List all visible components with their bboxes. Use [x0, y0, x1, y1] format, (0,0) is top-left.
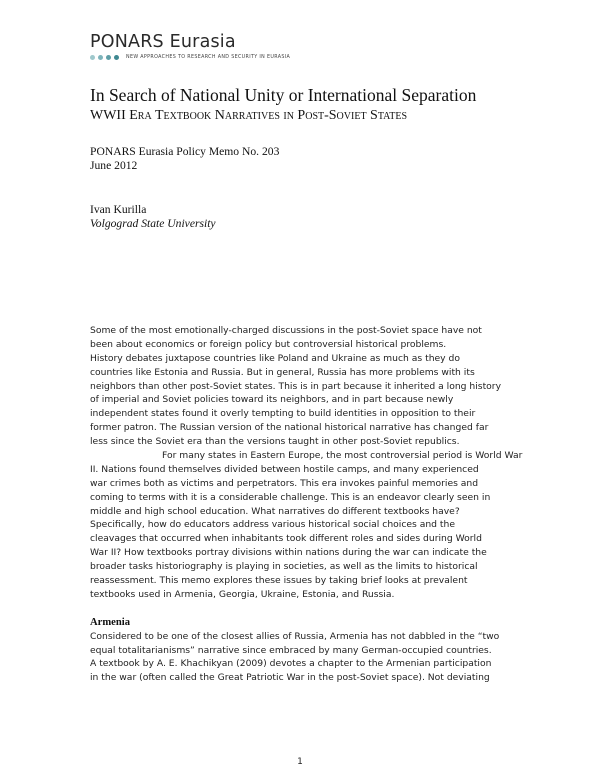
text-line: equal totalitarianisms” narrative since embraced by many German-occupied countries.	[90, 644, 492, 656]
text-line: reassessment. This memo explores these issues by taking brief looks at prevalent	[90, 575, 468, 587]
text-line: broader tasks historiography is playing in societies, as well as the limits to historical	[90, 561, 478, 573]
text-line: neighbors than other post-Soviet states. This is in part because it inherited a long history	[90, 380, 502, 392]
paragraph-armenia	[90, 630, 520, 686]
text-line: coming to terms with it is a considerable challenge. This is an endeavor clearly seen in	[90, 491, 491, 503]
text-line: middle and high school education. What narratives do different textbooks have?	[90, 505, 460, 517]
text-line: less since the Soviet era than the versions taught in other post-Soviet republics.	[90, 436, 460, 448]
text-line: cleavages that occurred when inhabitants took different roles and sides during World	[90, 533, 482, 545]
text-line: Considered to be one of the closest allies of Russia, Armenia has not dabbled in the “two	[90, 630, 500, 642]
memo-series: PONARS Eurasia Policy Memo No. 203	[90, 145, 280, 158]
author-affiliation: Volgograd State University	[90, 217, 216, 230]
body-text	[90, 324, 523, 685]
text-line: former patron. The Russian version of the national historical narrative has changed far	[90, 422, 489, 434]
author-block	[90, 203, 216, 231]
text-line: History debates juxtapose countries like Poland and Ukraine as much as they do	[90, 352, 460, 364]
logo-dot-icon	[98, 55, 103, 60]
logo-title: PONARS Eurasia	[90, 32, 236, 52]
text-line: Specifically, how do educators address various historical social choices and the	[90, 519, 456, 531]
ponars-logo	[90, 32, 290, 60]
text-line: of imperial and Soviet policies toward its neighbors, and in part because newly	[90, 394, 454, 406]
page-number: 1	[297, 757, 303, 767]
logo-dot-icon	[90, 55, 95, 60]
paper-subtitle: WWII Era Textbook Narratives in Post-Soviet States	[90, 108, 408, 123]
text-line: A textbook by A. E. Khachikyan (2009) devotes a chapter to the Armenian participation	[90, 658, 492, 670]
text-line: in the war (often called the Great Patriotic War in the post-Soviet space). Not deviating	[90, 672, 490, 684]
text-line: countries like Estonia and Russia. But in general, Russia has more problems with its	[90, 366, 475, 378]
text-line: war crimes both as victims and perpetrators. This era invokes painful memories and	[90, 477, 479, 489]
text-line: Some of the most emotionally-charged discussions in the post-Soviet space have not	[90, 325, 482, 336]
logo-dot-icon	[106, 55, 111, 60]
paragraph-wwii	[90, 449, 523, 602]
author-name: Ivan Kurilla	[90, 203, 147, 216]
memo-date: June 2012	[90, 159, 138, 172]
logo-tagline-row	[90, 55, 290, 60]
text-line: For many states in Eastern Europe, the most controversial period is World War	[162, 450, 523, 462]
paragraph-intro	[90, 324, 520, 449]
text-line: War II? How textbooks portray divisions within nations during the war can indicate the	[90, 547, 487, 559]
logo-tagline: NEW APPROACHES TO RESEARCH AND SECURITY IN EURASIA	[126, 55, 291, 60]
memo-info	[90, 145, 279, 173]
text-line: II. Nations found themselves divided between hostile camps, and many experienced	[90, 463, 479, 475]
text-line: been about economics or foreign policy but controversial historical problems.	[90, 338, 447, 350]
logo-dot-icon	[114, 55, 119, 60]
section-heading-armenia: Armenia	[90, 616, 131, 628]
text-line: textbooks used in Armenia, Georgia, Ukraine, Estonia, and Russia.	[90, 588, 395, 600]
paper-title: In Search of National Unity or International Separation	[90, 85, 477, 105]
text-line: independent states found it overly tempting to build identities in opposition to their	[90, 408, 476, 420]
